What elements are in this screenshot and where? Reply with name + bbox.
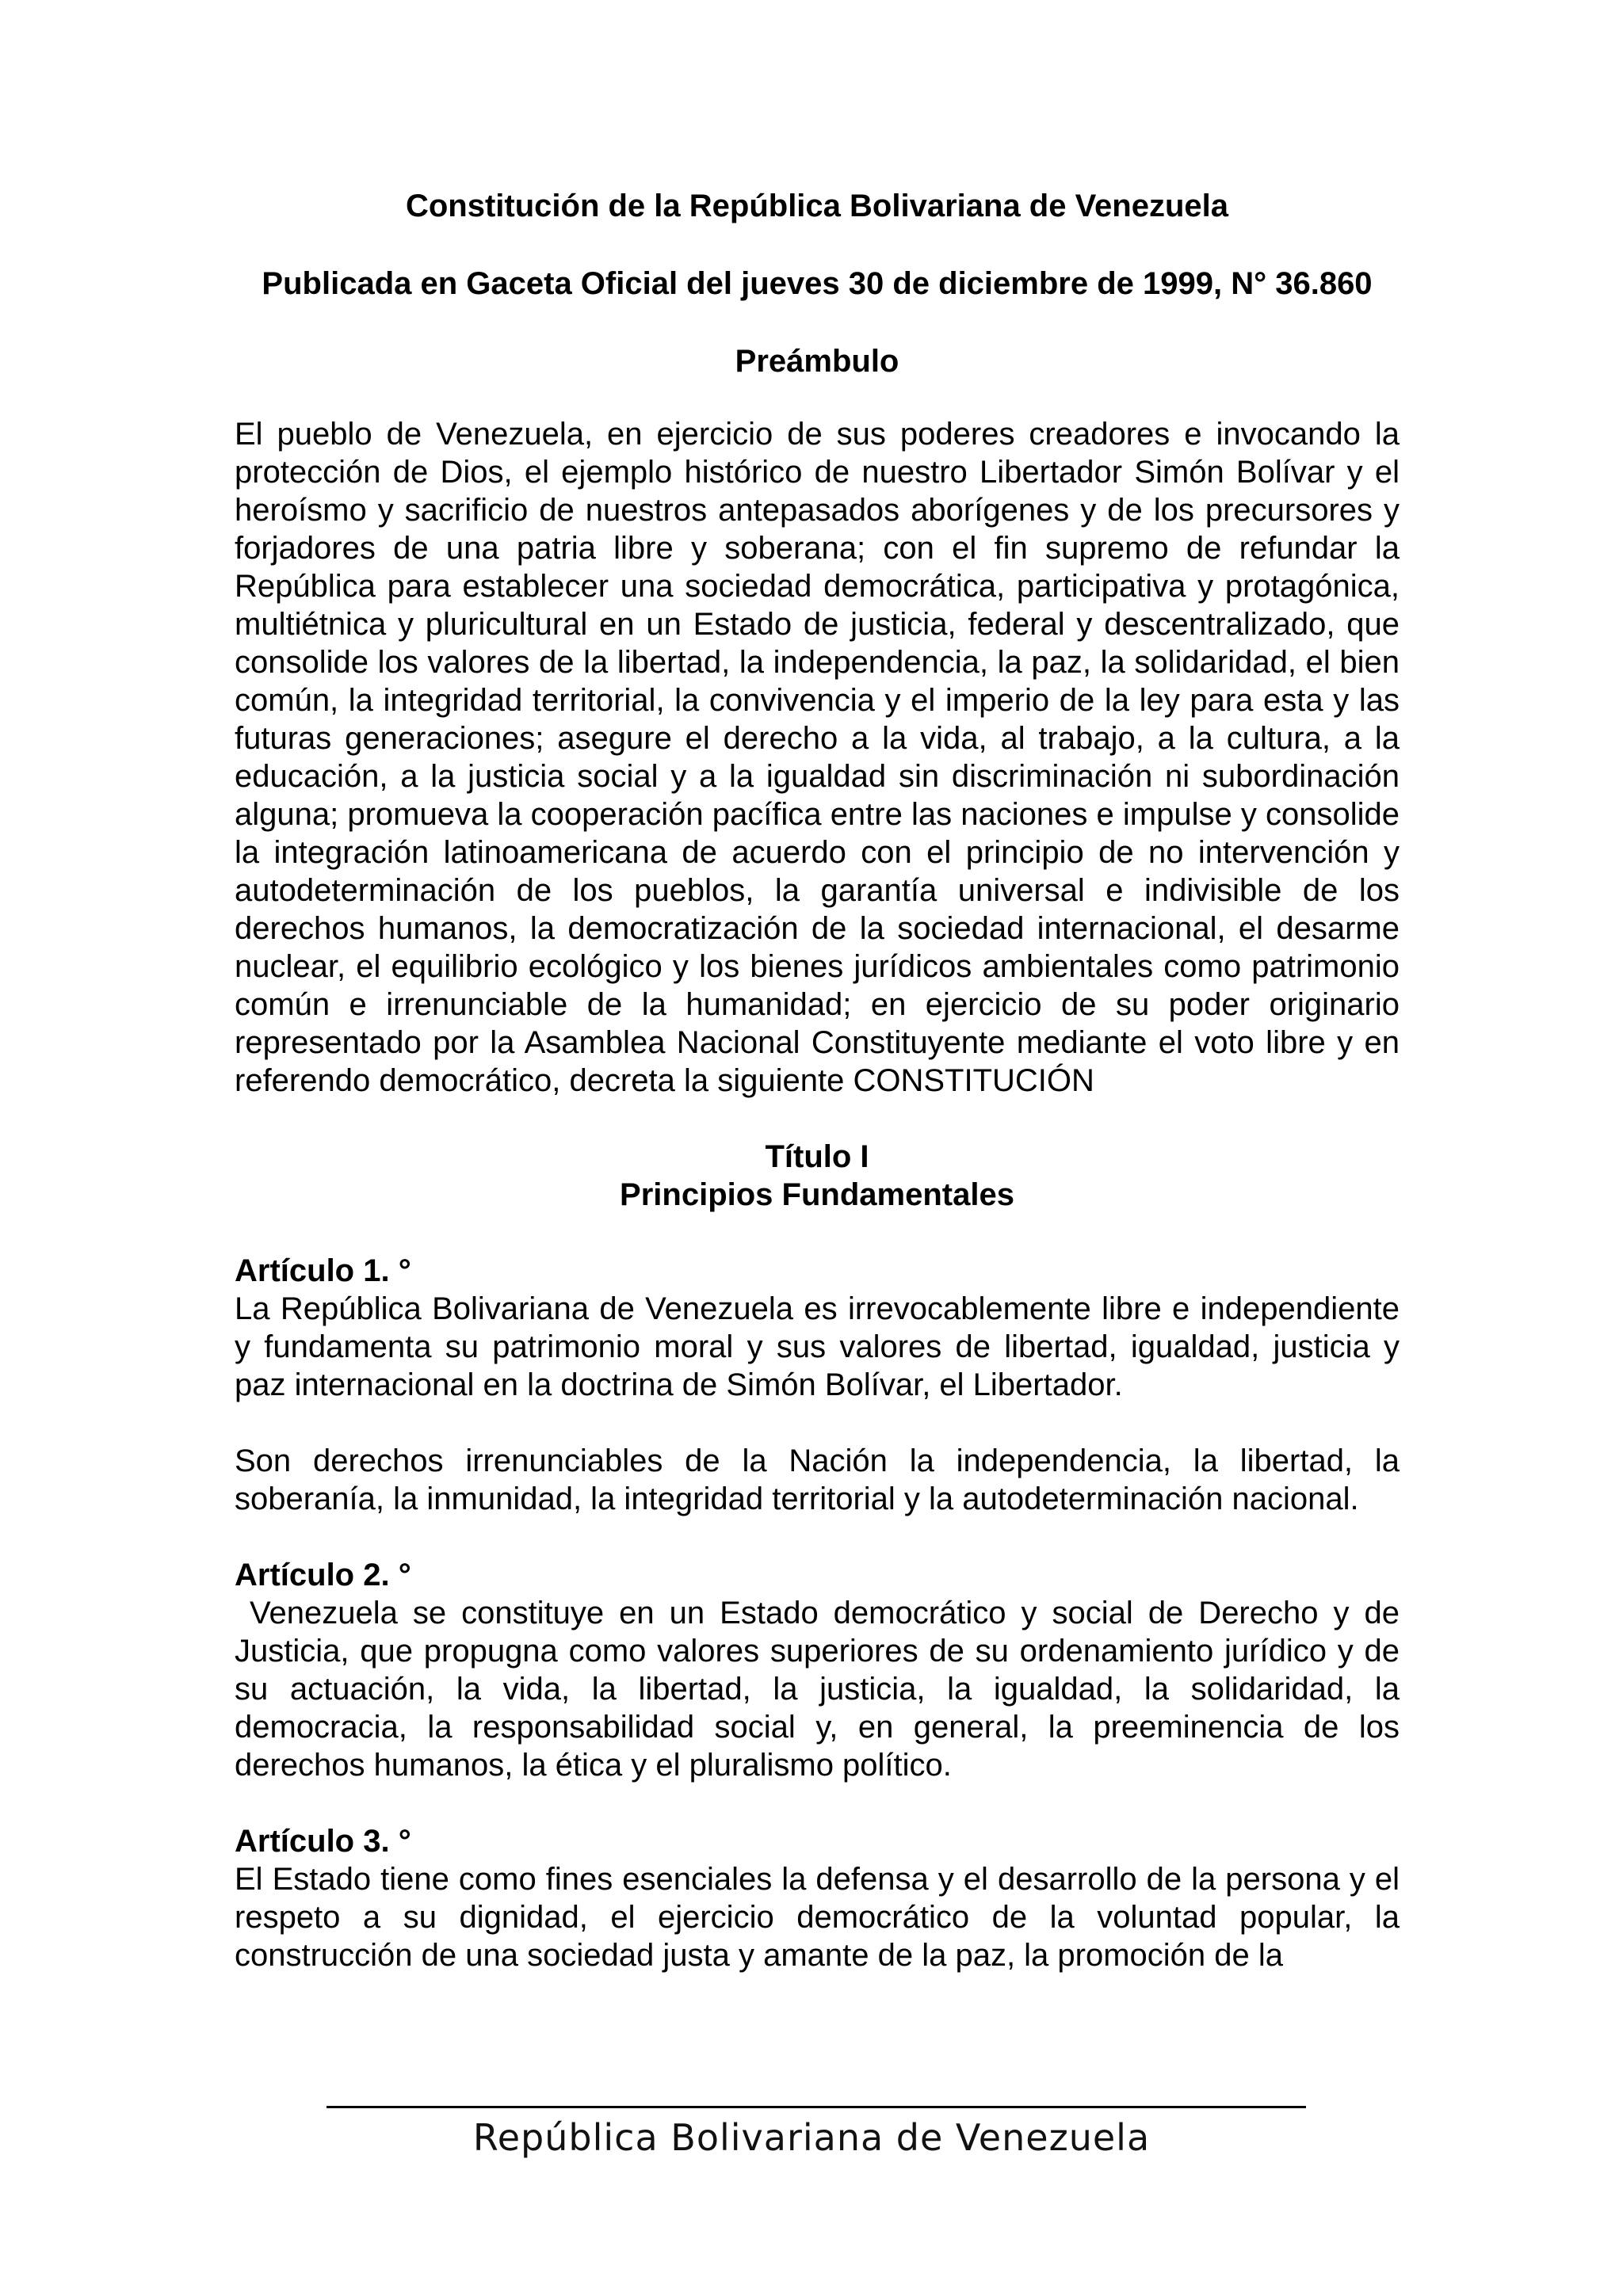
title-heading-block [235, 1138, 1400, 1214]
document-title: Constitución de la República Bolivariana de Venezuela [405, 189, 1229, 223]
footer-text: República Bolivariana de Venezuela [472, 2116, 1151, 2159]
article-paragraph: La República Bolivariana de Venezuela es irrevocablemente libre e independiente y fundamenta su patrimonio moral y sus valores de libertad, igualdad, justicia y paz internacional en la doctrina de Simón Bolívar, el Libertador. [235, 1291, 1400, 1402]
preamble-heading: Preámbulo [735, 344, 899, 379]
gazette-line: Publicada en Gaceta Oficial del jueves 30 de diciembre de 1999, N° 36.860 [262, 266, 1373, 301]
article-paragraph: Venezuela se constituye en un Estado democrático y social de Derecho y de Justicia, que propugna como valores superiores de su ordenamiento jurídico y de su actuación, la vida, la libertad, la justicia, la igualdad, la solidaridad, la democracia, la responsabilidad social y, en general, la preeminencia de los derechos humanos, la ética y el pluralismo político. [235, 1596, 1409, 1783]
article-paragraph: El Estado tiene como fines esenciales la defensa y el desarrollo de la persona y el respeto a su dignidad, el ejercicio democrático de la voluntad popular, la construcción de una sociedad justa y amante de la paz, la promoción de la [235, 1862, 1400, 1973]
footer-divider [327, 2106, 1306, 2108]
article-heading: Artículo 3. ° [235, 1824, 411, 1859]
article-heading: Artículo 2. ° [235, 1558, 411, 1592]
article-paragraph: Son derechos irrenunciables de la Nación la independencia, la libertad, la soberanía, la inmunidad, la integridad territorial y la autodeterminación nacional. [235, 1444, 1400, 1516]
article-2 [235, 1556, 1409, 1784]
article-1 [235, 1252, 1400, 1518]
document-body [235, 187, 1409, 2012]
title-number: Título I [765, 1139, 869, 1174]
article-3 [235, 1822, 1400, 1974]
article-heading: Artículo 1. ° [235, 1253, 411, 1288]
title-name: Principios Fundamentales [620, 1177, 1014, 1212]
preamble-text: El pueblo de Venezuela, en ejercicio de sus poderes creadores e invocando la protección de Dios, el ejemplo histórico de nuestro Libertador Simón Bolívar y el heroísmo y sacrificio de nuestros antepasados aborígenes y de los precursores y forjadores de una patria libre y soberana; con el fin supremo de refundar la República para establecer una sociedad democrática, participativa y protagónica, multiétnica y pluricultural en un Estado de justicia, federal y descentralizado, que consolide los valores de la libertad, la independencia, la paz, la solidaridad, el bien común, la integridad territorial, la convivencia y el imperio de la ley para esta y las futuras generaciones; asegure el derecho a la vida, al trabajo, a la cultura, a la educación, a la justicia social y a la igualdad sin discriminación ni subordinación alguna; promueva la cooperación pacífica entre las naciones e impulse y consolide la integración latinoamericana de acuerdo con el principio de no intervención y autodeterminación de los pueblos, la garantía universal e indivisible de los derechos humanos, la democratización de la sociedad internacional, el desarme nuclear, el equilibrio ecológico y los bienes jurídicos ambientales como patrimonio común e irrenunciable de la humanidad; en ejercicio de su poder originario representado por la Asamblea Nacional Constituyente mediante el voto libre y en referendo democrático, decreta la siguiente CONSTITUCIÓN [235, 417, 1400, 1098]
